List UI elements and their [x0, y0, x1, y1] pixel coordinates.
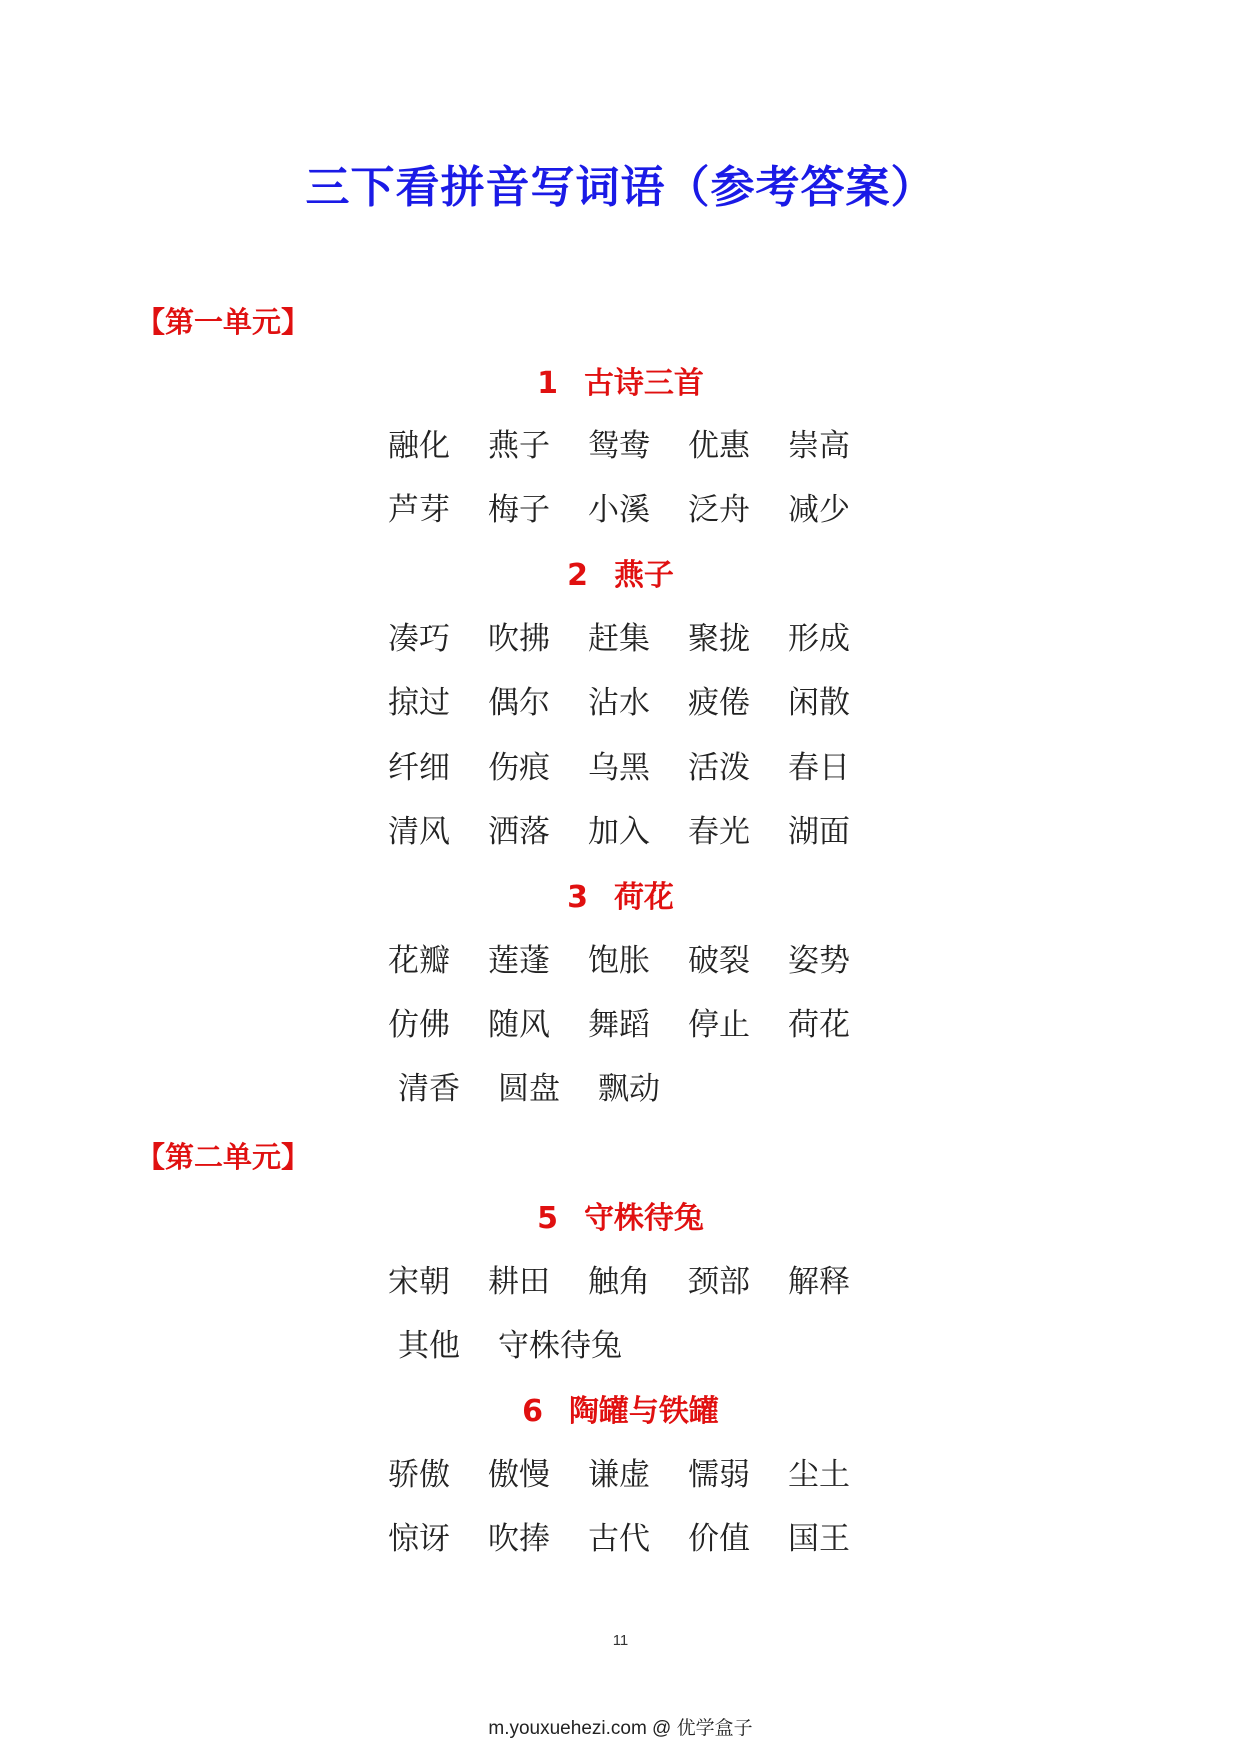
lesson-number: 2	[567, 558, 588, 593]
word: 泛舟	[688, 492, 750, 528]
word: 芦芽	[388, 492, 450, 528]
word: 惊讶	[388, 1521, 450, 1557]
word: 闲散	[788, 685, 850, 721]
lesson-title: 陶罐与铁罐	[568, 1394, 719, 1429]
lesson-number: 3	[567, 880, 588, 915]
word: 崇高	[788, 428, 850, 464]
word: 姿势	[788, 943, 850, 979]
lesson-heading	[0, 364, 1241, 404]
lesson-heading	[0, 556, 1241, 596]
word: 圆盘	[498, 1071, 560, 1107]
word: 融化	[388, 428, 450, 464]
word: 莲蓬	[488, 943, 550, 979]
lesson-title: 燕子	[613, 558, 674, 593]
lesson-heading	[0, 1392, 1241, 1432]
word: 饱胀	[588, 943, 650, 979]
word: 谦虚	[588, 1457, 650, 1493]
word: 吹捧	[488, 1521, 550, 1557]
word: 古代	[588, 1521, 650, 1557]
word: 春日	[788, 750, 850, 786]
lesson-number: 5	[537, 1201, 558, 1236]
lesson-title: 古诗三首	[583, 366, 704, 401]
lesson-number: 6	[522, 1394, 543, 1429]
word: 乌黑	[588, 750, 650, 786]
lesson-number: 1	[537, 366, 558, 401]
word: 聚拢	[688, 621, 750, 657]
unit-heading: 【第二单元】	[136, 1140, 311, 1174]
word: 春光	[688, 814, 750, 850]
lesson-heading	[0, 878, 1241, 918]
footer-watermark: m.youxuehezi.com @ 优学盒子	[488, 1718, 753, 1739]
word: 宋朝	[388, 1264, 450, 1300]
word: 耕田	[488, 1264, 550, 1300]
word: 国王	[788, 1521, 850, 1557]
word: 颈部	[688, 1264, 750, 1300]
word: 优惠	[688, 428, 750, 464]
word: 湖面	[788, 814, 850, 850]
word: 停止	[688, 1007, 750, 1043]
word: 鸳鸯	[588, 428, 650, 464]
word: 守株待兔	[498, 1328, 622, 1364]
word: 清风	[388, 814, 450, 850]
word: 伤痕	[488, 750, 550, 786]
word: 活泼	[688, 750, 750, 786]
word: 纤细	[388, 750, 450, 786]
page-title: 三下看拼音写词语（参考答案）	[305, 162, 936, 213]
lesson-heading	[0, 1199, 1241, 1239]
word: 随风	[488, 1007, 550, 1043]
word: 骄傲	[388, 1457, 450, 1493]
word: 掠过	[388, 685, 450, 721]
word: 触角	[588, 1264, 650, 1300]
word: 破裂	[688, 943, 750, 979]
unit-heading: 【第一单元】	[136, 305, 311, 339]
word: 花瓣	[388, 943, 450, 979]
word: 洒落	[488, 814, 550, 850]
word: 赶集	[588, 621, 650, 657]
word: 飘动	[598, 1071, 660, 1107]
lesson-title: 荷花	[613, 880, 674, 915]
word: 形成	[788, 621, 850, 657]
word: 燕子	[488, 428, 550, 464]
word: 荷花	[788, 1007, 850, 1043]
word: 其他	[398, 1328, 460, 1364]
word: 尘土	[788, 1457, 850, 1493]
word: 懦弱	[688, 1457, 750, 1493]
lesson-title: 守株待兔	[583, 1201, 704, 1236]
word: 清香	[398, 1071, 460, 1107]
word: 小溪	[588, 492, 650, 528]
word: 舞蹈	[588, 1007, 650, 1043]
word: 减少	[788, 492, 850, 528]
word: 解释	[788, 1264, 850, 1300]
word: 沾水	[588, 685, 650, 721]
word: 加入	[588, 814, 650, 850]
word: 梅子	[488, 492, 550, 528]
word: 仿佛	[388, 1007, 450, 1043]
word: 偶尔	[488, 685, 550, 721]
word: 疲倦	[688, 685, 750, 721]
word: 吹拂	[488, 621, 550, 657]
word: 傲慢	[488, 1457, 550, 1493]
page-number: 11	[612, 1632, 629, 1649]
word: 价值	[688, 1521, 750, 1557]
word: 凑巧	[388, 621, 450, 657]
